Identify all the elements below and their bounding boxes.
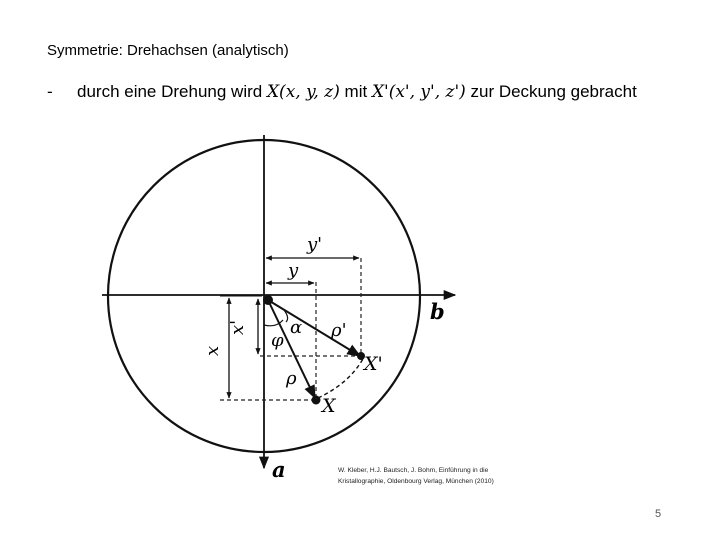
label-rho: ρ: [286, 368, 297, 389]
point-x: [312, 396, 321, 405]
label-b-axis: b: [430, 299, 445, 324]
bullet-part-1: durch eine Drehung wird: [77, 82, 267, 101]
label-y-prime: y': [307, 234, 323, 255]
page-number: 5: [655, 508, 662, 520]
point-x-prime-expression: X'(x', y', z'): [371, 82, 466, 102]
rotation-arc: [318, 357, 364, 398]
label-x-prime: x': [227, 319, 248, 335]
point-x-expression: X(x, y, z): [266, 82, 340, 102]
bullet-dash: -: [47, 82, 53, 101]
label-y: y: [288, 260, 299, 281]
label-alpha: α: [290, 317, 303, 338]
label-rho-prime: ρ': [331, 320, 347, 341]
citation: [338, 465, 494, 487]
label-x: x: [202, 345, 223, 356]
label-point-x: X: [322, 395, 336, 417]
bullet-part-3: zur Deckung gebracht: [465, 82, 637, 101]
origin-point: [263, 295, 273, 305]
label-phi: φ: [271, 330, 284, 351]
label-point-x-prime: X': [364, 353, 383, 375]
slide-title: Symmetrie: Drehachsen (analytisch): [47, 42, 289, 59]
citation-line-2: Kristallographie, Oldenbourg Verlag, München (2010): [338, 478, 494, 485]
citation-line-1: W. Kleber, H.J. Bautsch, J. Bohm, Einführung in die: [338, 467, 489, 474]
label-a-axis: a: [272, 457, 286, 482]
bullet-part-2: mit: [339, 82, 372, 101]
